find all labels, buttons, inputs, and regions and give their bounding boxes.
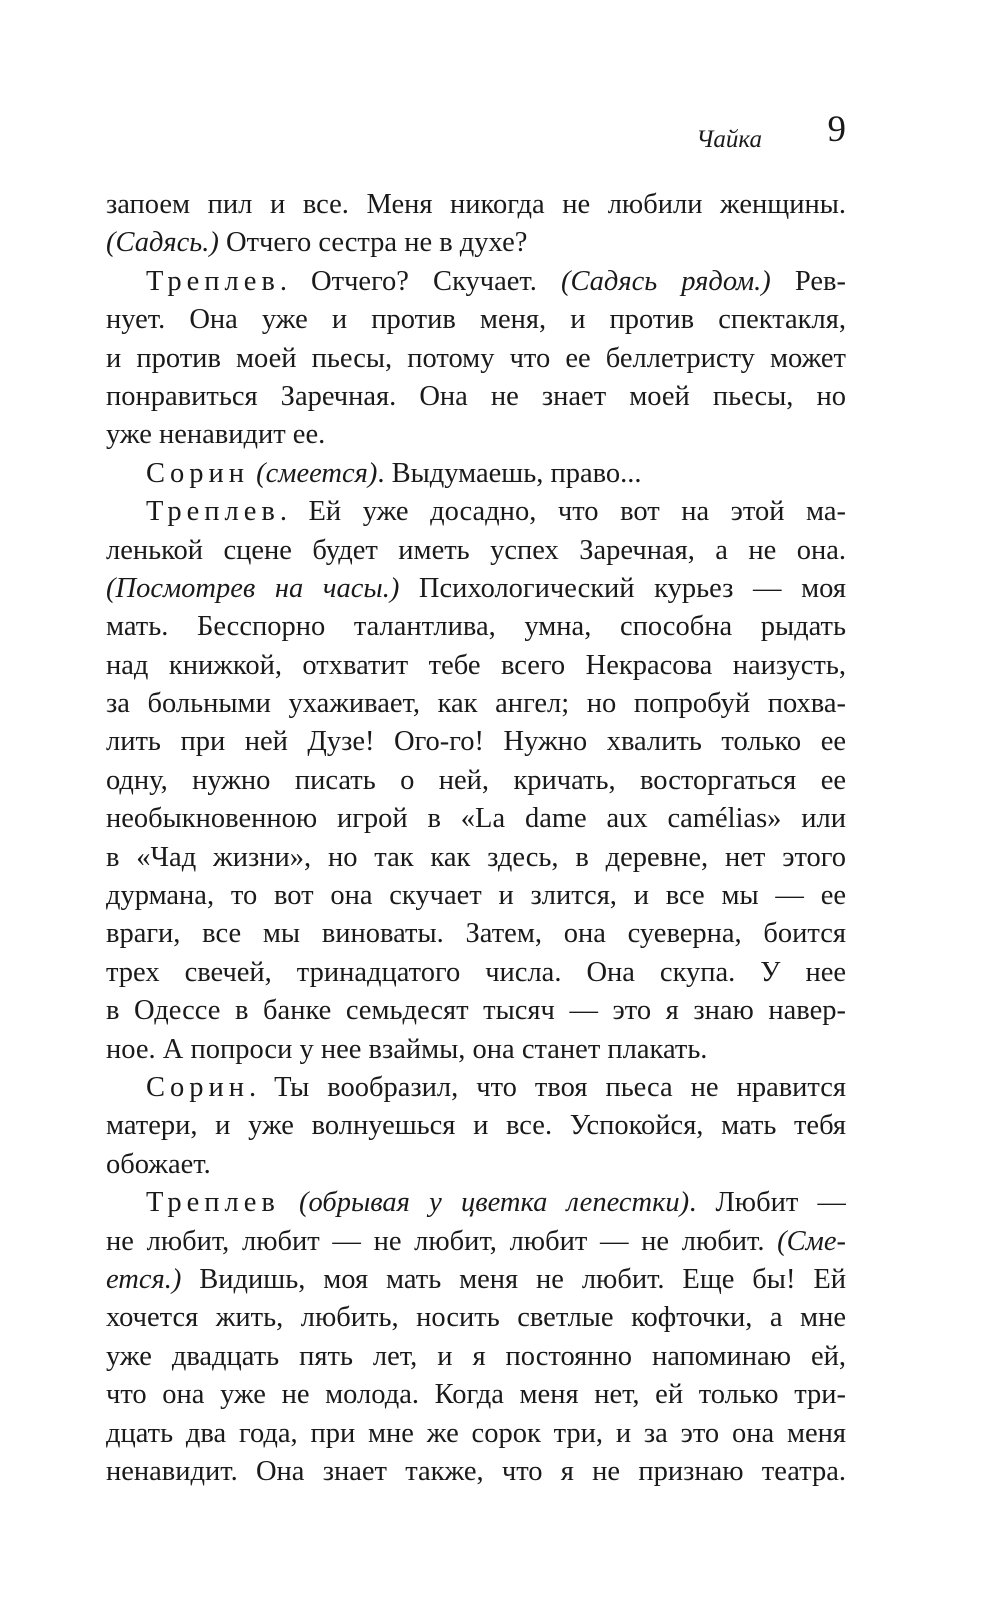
text-line: мать. Бесспорно талантлива, умна, способна рыдать <box>106 611 846 643</box>
text-line: одну, нужно писать о ней, кричать, восторгаться ее <box>106 764 846 796</box>
page-number: 9 <box>827 109 846 150</box>
line-text: не любит, любит — не любит, любит — не любит. <box>106 1225 778 1257</box>
stage-direction: (Посмотрев на часы.) <box>106 572 400 604</box>
line-text: Рев- <box>770 265 846 297</box>
text-line: что она уже не молода. Когда меня нет, ей только три- <box>106 1379 846 1411</box>
stage-direction: ется.) <box>106 1263 182 1295</box>
speaker-name: Сорин <box>146 1071 250 1103</box>
text-line: понравиться Заречная. Она не знает моей пьесы, но <box>106 380 846 412</box>
stage-direction: (Садясь.) <box>106 227 219 259</box>
text-line <box>106 570 846 608</box>
text-line: запоем пил и все. Меня никогда не любили женщины. <box>106 189 846 220</box>
text-line: дцать два года, при мне же сорок три, и за это она меня <box>106 1417 846 1449</box>
line-text: . Выдумаешь, право... <box>377 457 642 489</box>
text-line <box>106 493 846 531</box>
text-line <box>106 224 846 262</box>
text-line: матери, и уже волнуешься и все. Успокойся, мать тебя <box>106 1110 846 1142</box>
text-line: необыкновенною игрой в «La dame aux camélias» или <box>106 803 846 835</box>
speaker-name: Треплев <box>146 265 280 297</box>
text-line: дурмана, то вот она скучает и злится, и все мы — ее <box>106 880 846 912</box>
text-line: лить при ней Дузе! Ого-го! Нужно хвалить только ее <box>106 726 846 758</box>
speaker-name: Сорин <box>146 457 250 489</box>
text-line <box>106 1223 846 1261</box>
speaker-name: Треплев <box>146 1187 280 1219</box>
stage-direction: (Садясь рядом.) <box>560 265 771 297</box>
text-line: обожает. <box>106 1148 211 1180</box>
line-text: Видишь, моя мать меня не любит. Еще бы! Ей <box>181 1263 846 1295</box>
text-line <box>106 1261 846 1299</box>
line-text: . Отчего? Скучает. <box>279 265 561 297</box>
text-line: хочется жить, любить, носить светлые кофточки, а мне <box>106 1302 846 1334</box>
line-text: Психологический курьез — моя <box>399 572 846 604</box>
body-text <box>106 186 846 1491</box>
stage-direction: (смеется) <box>249 457 378 489</box>
text-line: трех свечей, тринадцатого числа. Она скупа. У нее <box>106 956 846 988</box>
text-line: ненавидит. Она знает также, что я не признаю театра. <box>106 1455 846 1487</box>
text-line: над книжкой, отхватит тебе всего Некрасова наизусть, <box>106 649 846 681</box>
line-text: . Ты вообразил, что твоя пьеса не нравится <box>249 1071 846 1103</box>
text-line: ное. А попроси у нее взаймы, она станет плакать. <box>106 1033 708 1065</box>
running-title: Чайка <box>696 126 762 153</box>
text-line: в «Чад жизни», но так как здесь, в деревне, нет этого <box>106 841 846 873</box>
text-line: нует. Она уже и против меня, и против спектакля, <box>106 304 846 336</box>
text-line <box>106 1184 846 1222</box>
text-line <box>106 263 846 301</box>
line-text: . Ей уже досадно, что вот на этой ма- <box>279 496 846 528</box>
text-line: в Одессе в банке семьдесят тысяч — это я знаю навер- <box>106 995 846 1027</box>
stage-direction: (Сме- <box>777 1225 846 1257</box>
page-header <box>106 108 846 158</box>
text-line <box>106 1069 846 1107</box>
text-line: и против моей пьесы, потому что ее беллетристу может <box>106 342 846 374</box>
text-line: враги, все мы виноваты. Затем, она суеверна, боится <box>106 918 846 950</box>
speaker-name: Треплев <box>146 496 280 528</box>
text-line <box>106 455 846 493</box>
text-line: уже ненавидит ее. <box>106 419 326 451</box>
line-text: Отчего сестра не в духе? <box>218 227 528 259</box>
text-line: уже двадцать пять лет, и я постоянно напоминаю ей, <box>106 1340 846 1372</box>
text-line: за больными ухаживает, как ангел; но попробуй похва- <box>106 688 846 720</box>
stage-direction: (обрывая у цветка лепестки) <box>279 1187 690 1219</box>
text-line: ленькой сцене будет иметь успех Заречная, а не она. <box>106 534 846 566</box>
line-text: . Любит — <box>689 1187 846 1219</box>
